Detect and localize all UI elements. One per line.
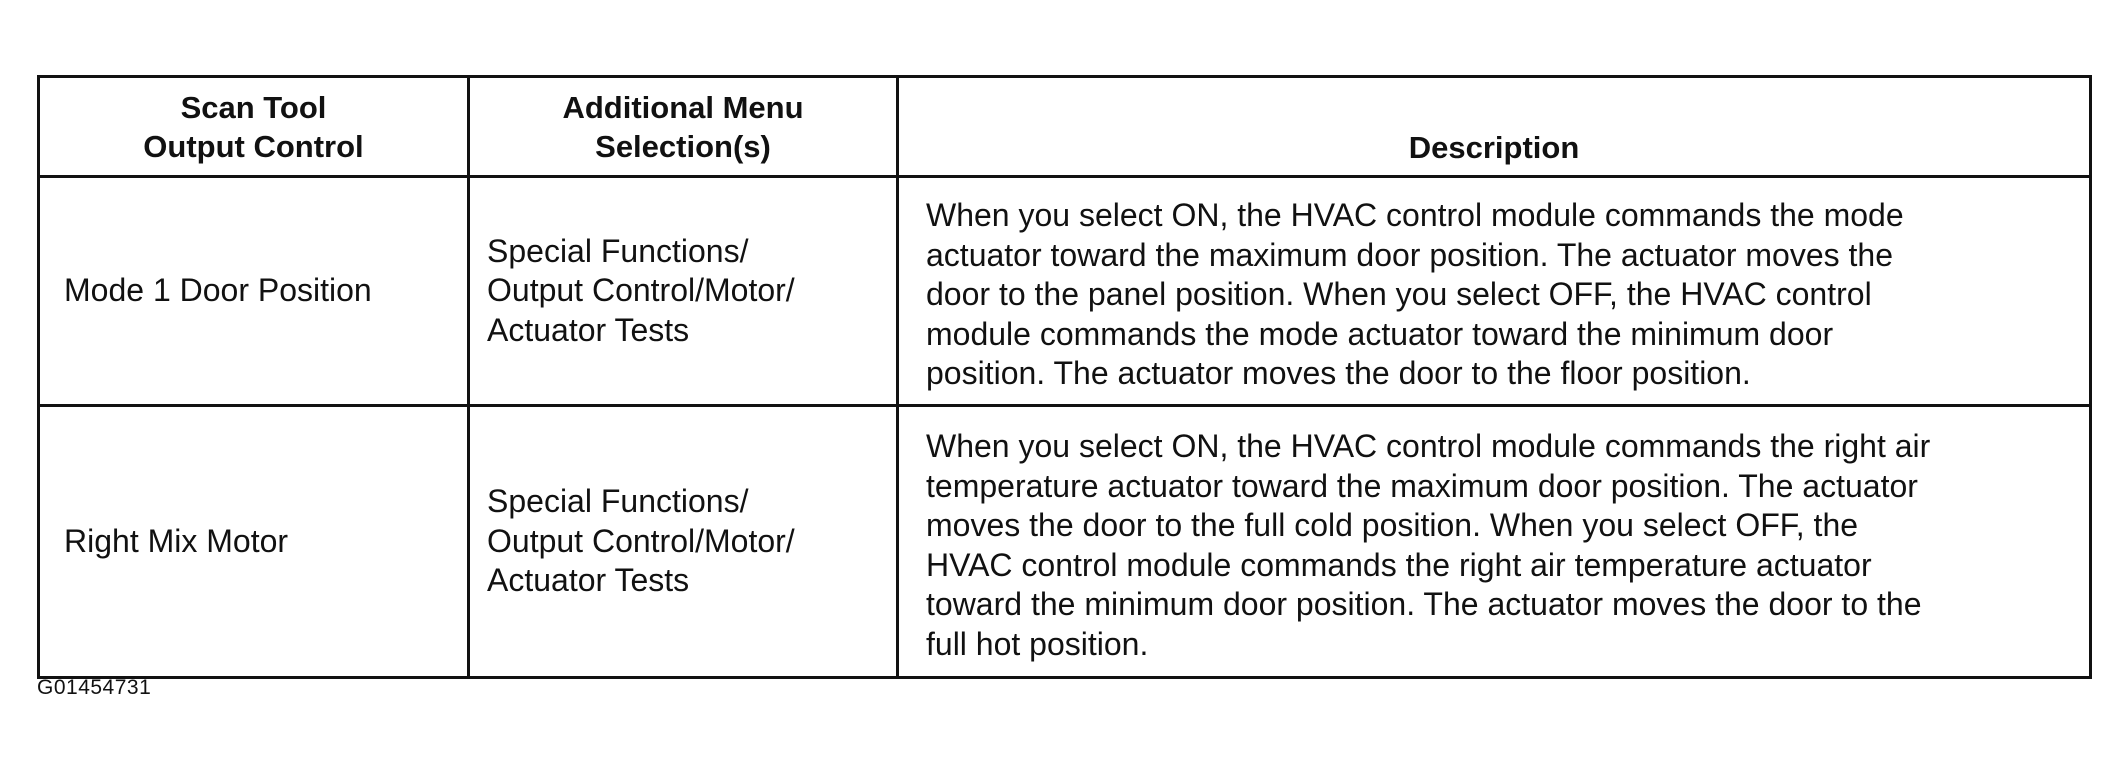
cell-menu-selection (469, 406, 898, 678)
cell-description (898, 177, 2091, 406)
description-line: module commands the mode actuator toward the minimum door (926, 315, 1834, 352)
scan-tool-output-control-table (37, 75, 2092, 679)
table-header-row (39, 77, 2091, 177)
description-line: full hot position. (926, 625, 1149, 662)
header-scan-tool-output-control (39, 77, 469, 177)
menu-line: Actuator Tests (487, 562, 690, 599)
header-line: Scan Tool (180, 89, 327, 125)
menu-line: Special Functions/ (487, 483, 749, 520)
cell-output-control: Mode 1 Door Position (39, 177, 469, 406)
description-line: toward the minimum door position. The actuator moves the door to the (926, 586, 1922, 622)
header-description: Description (898, 77, 2091, 177)
description-line: When you select ON, the HVAC control module commands the mode (926, 197, 1904, 234)
header-line: Selection(s) (595, 128, 771, 164)
menu-line: Output Control/Motor/ (487, 522, 795, 559)
cell-output-control: Right Mix Motor (39, 406, 469, 678)
scan-tool-table-container (37, 75, 2089, 679)
table-row (39, 406, 2091, 678)
menu-line: Actuator Tests (487, 311, 690, 348)
figure-id: G01454731 (37, 676, 152, 699)
description-line: door to the panel position. When you select OFF, the HVAC control (926, 276, 1872, 313)
description-line: HVAC control module commands the right air temperature actuator (926, 546, 1872, 583)
menu-line: Special Functions/ (487, 232, 749, 269)
header-line: Additional Menu (562, 89, 804, 125)
header-line: Output Control (143, 128, 364, 164)
description-line: position. The actuator moves the door to the floor position. (926, 355, 1751, 392)
description-line: When you select ON, the HVAC control module commands the right air (926, 428, 1931, 464)
table-row (39, 177, 2091, 406)
description-line: temperature actuator toward the maximum door position. The actuator (926, 467, 1918, 504)
header-additional-menu-selections (469, 77, 898, 177)
description-line: actuator toward the maximum door position. The actuator moves the (926, 236, 1893, 273)
cell-menu-selection (469, 177, 898, 406)
cell-description (898, 406, 2091, 678)
description-line: moves the door to the full cold position. When you select OFF, the (926, 507, 1859, 543)
menu-line: Output Control/Motor/ (487, 272, 795, 309)
